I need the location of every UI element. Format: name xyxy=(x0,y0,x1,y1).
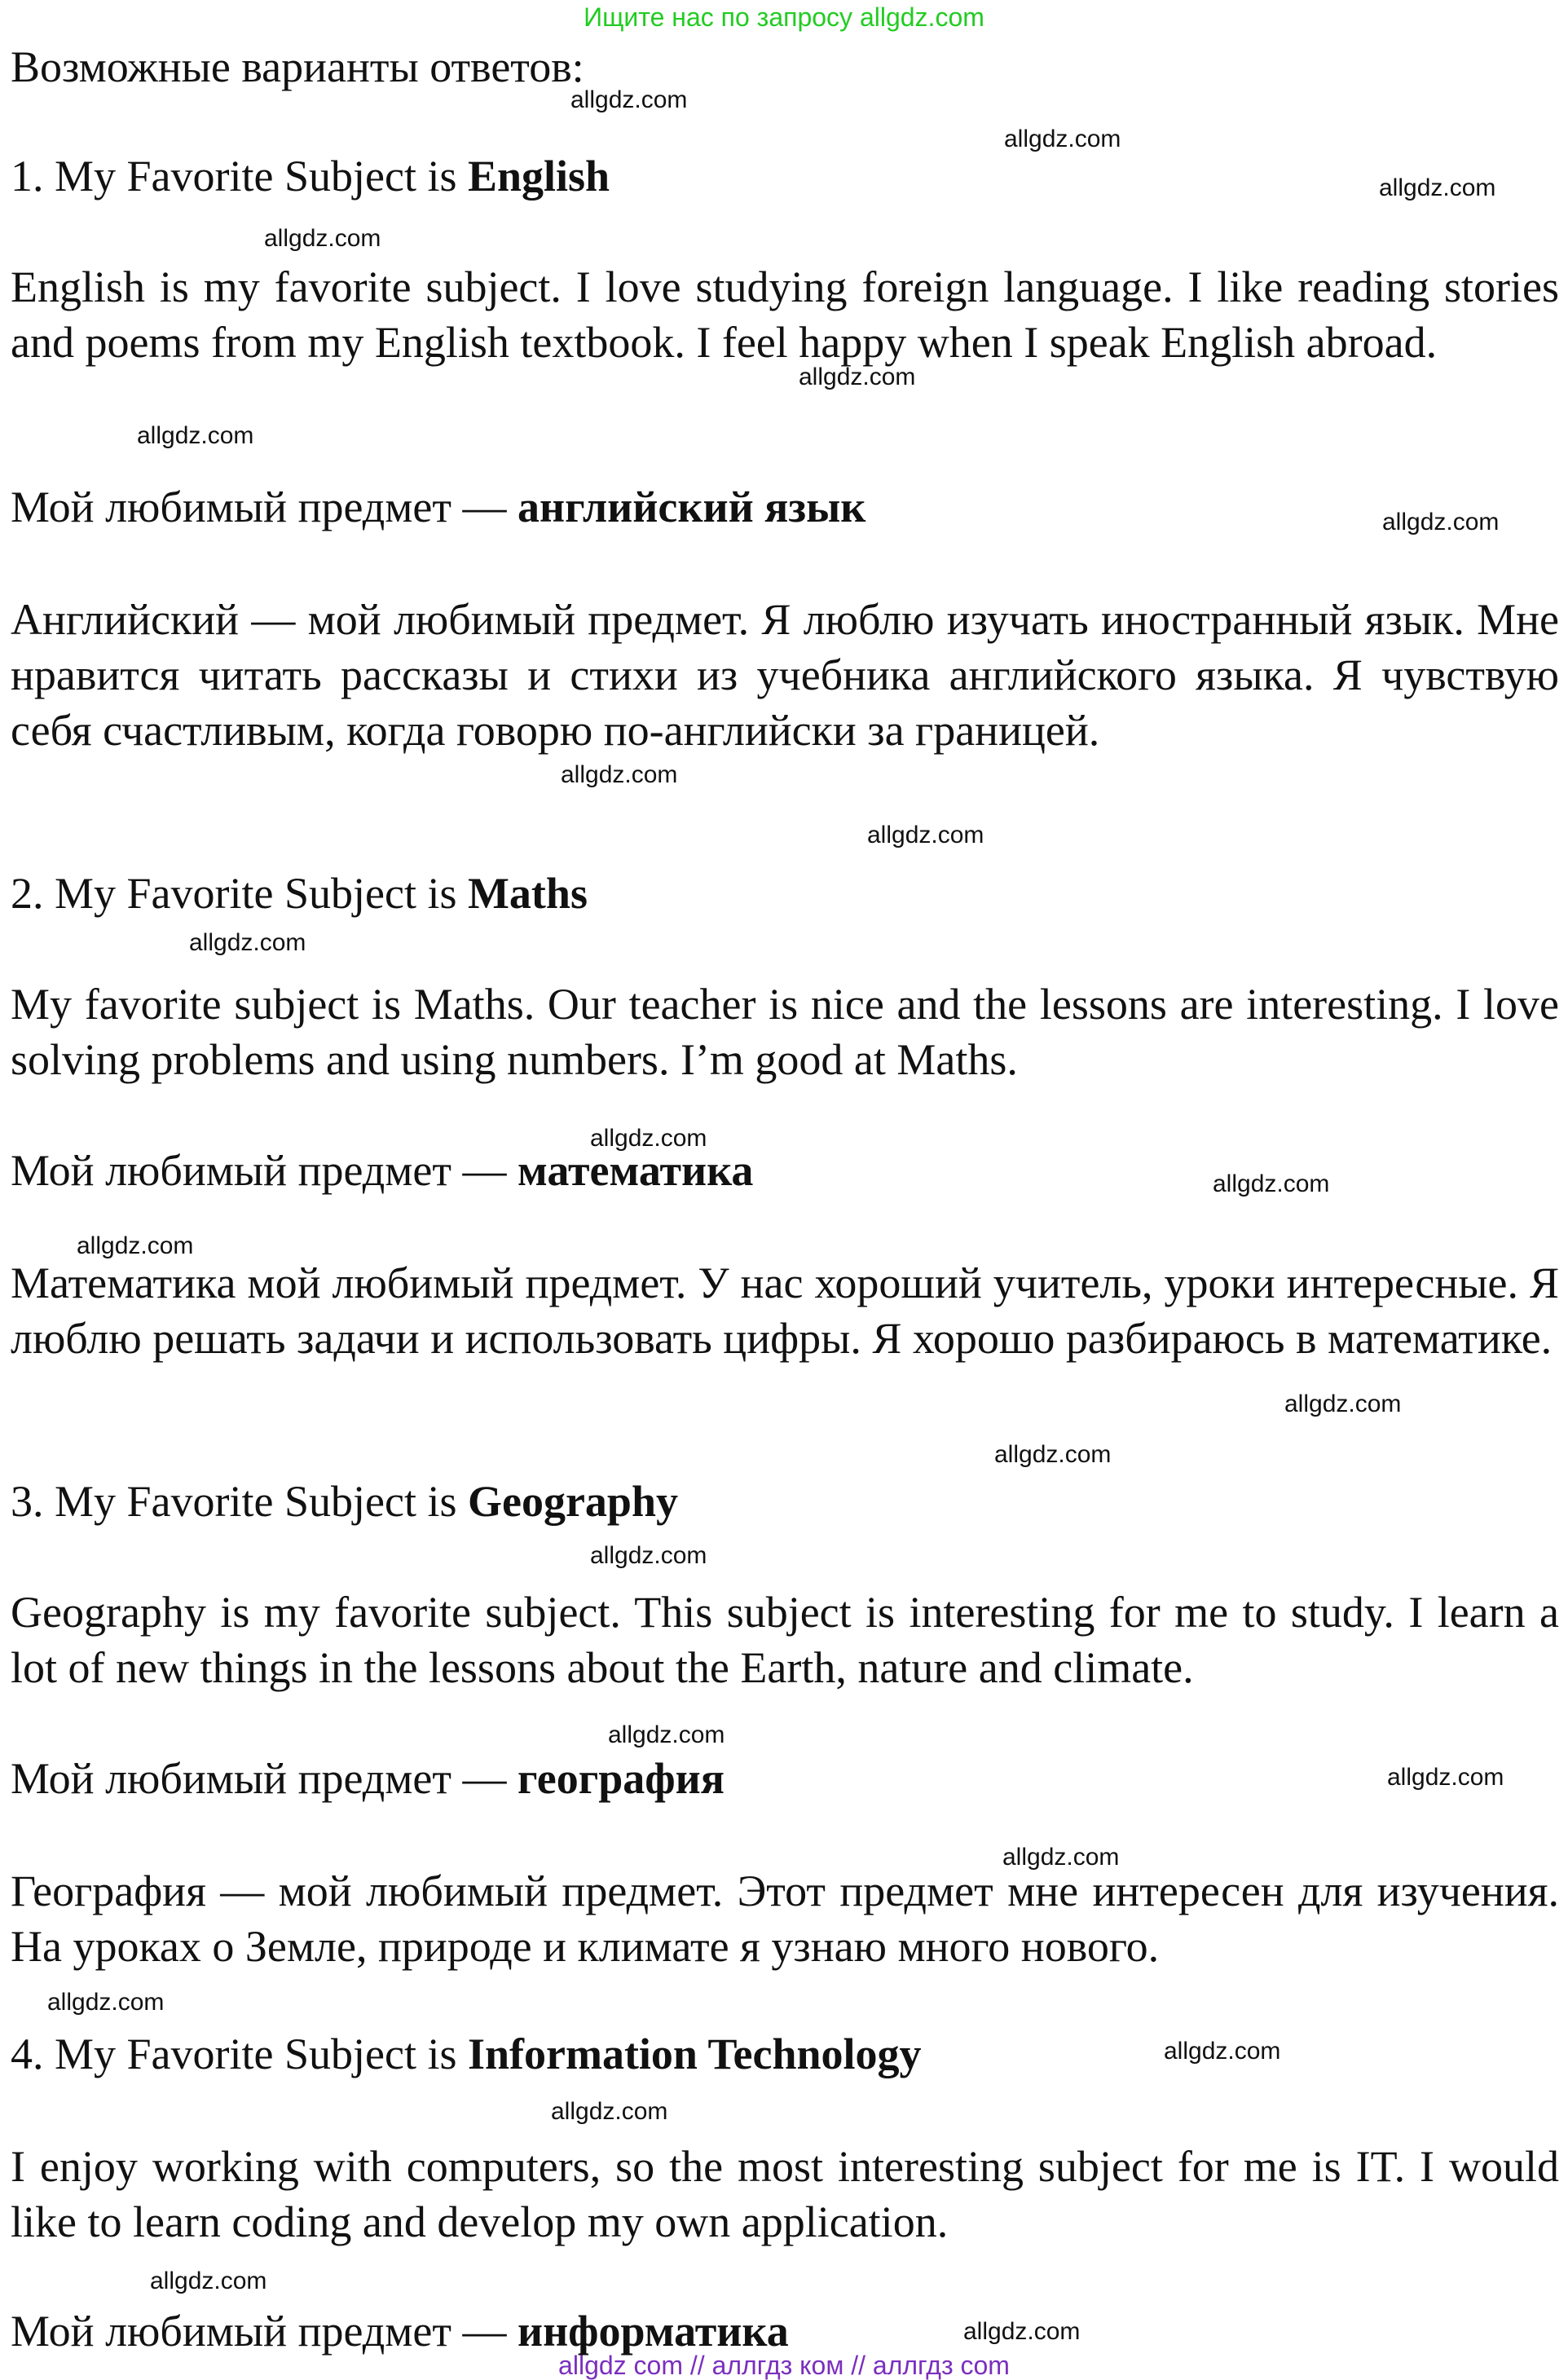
section-3-russian-heading-subject: география xyxy=(517,1754,725,1803)
section-1-russian-heading-prefix: Мой любимый предмет — xyxy=(11,483,518,531)
watermark: allgdz.com xyxy=(189,929,306,956)
watermark: allgdz.com xyxy=(47,1989,165,2016)
section-3-russian-text: География — мой любимый предмет. Этот предмет мне интересен для изучения. На уроках о Земле, природе и климате я узнаю много нового. xyxy=(11,1867,1559,1971)
bottom-site-banner[interactable]: allgdz com // аллгдз ком // аллгдз com xyxy=(558,2351,1010,2380)
watermark: allgdz.com xyxy=(561,761,678,788)
section-3-russian-heading xyxy=(11,1751,725,1806)
watermark: allgdz.com xyxy=(867,822,984,848)
section-3-heading-subject: Geography xyxy=(467,1477,678,1526)
section-2-english-text: My favorite subject is Maths. Our teacher is nice and the lessons are interesting. I love solving problems and using numbers. I’m good at Maths. xyxy=(11,980,1559,1084)
watermark: allgdz.com xyxy=(1002,1844,1120,1871)
watermark: allgdz.com xyxy=(963,2318,1081,2345)
section-4-heading-subject: Information Technology xyxy=(467,2030,922,2078)
watermark: allgdz.com xyxy=(1004,126,1121,152)
section-1-heading xyxy=(11,148,610,204)
section-1-heading-subject: English xyxy=(467,152,610,201)
section-3-russian-heading-prefix: Мой любимый предмет — xyxy=(11,1754,518,1803)
watermark: allgdz.com xyxy=(1164,2038,1281,2065)
section-2-russian-heading-prefix: Мой любимый предмет — xyxy=(11,1146,518,1195)
watermark: allgdz.com xyxy=(551,2098,668,2125)
section-4-russian-heading-prefix: Мой любимый предмет — xyxy=(11,2307,518,2356)
section-2-russian-heading-subject: математика xyxy=(517,1146,754,1195)
watermark: allgdz.com xyxy=(1387,1764,1504,1791)
intro-text: Возможные варианты ответов: xyxy=(11,42,584,91)
section-1-russian-text: Английский — мой любимый предмет. Я люблю изучать иностранный язык. Мне нравится читать рассказы и стихи из учебника английского языка. Я чувствую себя счастливым, когда говорю по-английски за границей. xyxy=(11,595,1559,755)
watermark: allgdz.com xyxy=(590,1125,707,1152)
watermark: allgdz.com xyxy=(77,1232,194,1259)
section-2-russian-text: Математика мой любимый предмет. У нас хороший учитель, уроки интересные. Я люблю решать задачи и использовать цифры. Я хорошо разбираюсь в математике. xyxy=(11,1258,1559,1363)
section-4-heading-prefix: 4. My Favorite Subject is xyxy=(11,2030,468,2078)
watermark: allgdz.com xyxy=(799,364,916,390)
watermark: allgdz.com xyxy=(570,86,688,113)
section-1-heading-prefix: 1. My Favorite Subject is xyxy=(11,152,468,201)
watermark: allgdz.com xyxy=(1379,174,1496,201)
watermark: allgdz.com xyxy=(1213,1170,1330,1197)
watermark: allgdz.com xyxy=(1284,1391,1402,1417)
section-1-russian-heading xyxy=(11,479,865,535)
section-2-heading xyxy=(11,866,588,921)
watermark: allgdz.com xyxy=(608,1721,725,1748)
watermark: allgdz.com xyxy=(994,1441,1112,1468)
watermark: allgdz.com xyxy=(1382,509,1500,536)
watermark: allgdz.com xyxy=(137,422,254,449)
section-1-russian-heading-subject: английский язык xyxy=(517,483,866,531)
section-2-heading-subject: Maths xyxy=(467,869,588,918)
top-search-banner[interactable]: Ищите нас по запросу allgdz.com xyxy=(584,2,984,32)
section-3-english-text: Geography is my favorite subject. This subject is interesting for me to study. I learn a lot of new things in the lessons about the Earth, nature and climate. xyxy=(11,1588,1559,1692)
section-4-heading xyxy=(11,2026,922,2082)
section-4-english-text: I enjoy working with computers, so the most interesting subject for me is IT. I would like to learn coding and develop my own application. xyxy=(11,2142,1559,2246)
watermark: allgdz.com xyxy=(264,225,381,252)
section-4-russian-heading-subject: информатика xyxy=(517,2307,789,2356)
watermark: allgdz.com xyxy=(150,2268,267,2294)
watermark: allgdz.com xyxy=(590,1542,707,1569)
section-2-heading-prefix: 2. My Favorite Subject is xyxy=(11,869,468,918)
section-1-english-text: English is my favorite subject. I love studying foreign language. I like reading stories and poems from my English textbook. I feel happy when I speak English abroad. xyxy=(11,262,1559,367)
section-3-heading xyxy=(11,1474,678,1529)
section-3-heading-prefix: 3. My Favorite Subject is xyxy=(11,1477,468,1526)
